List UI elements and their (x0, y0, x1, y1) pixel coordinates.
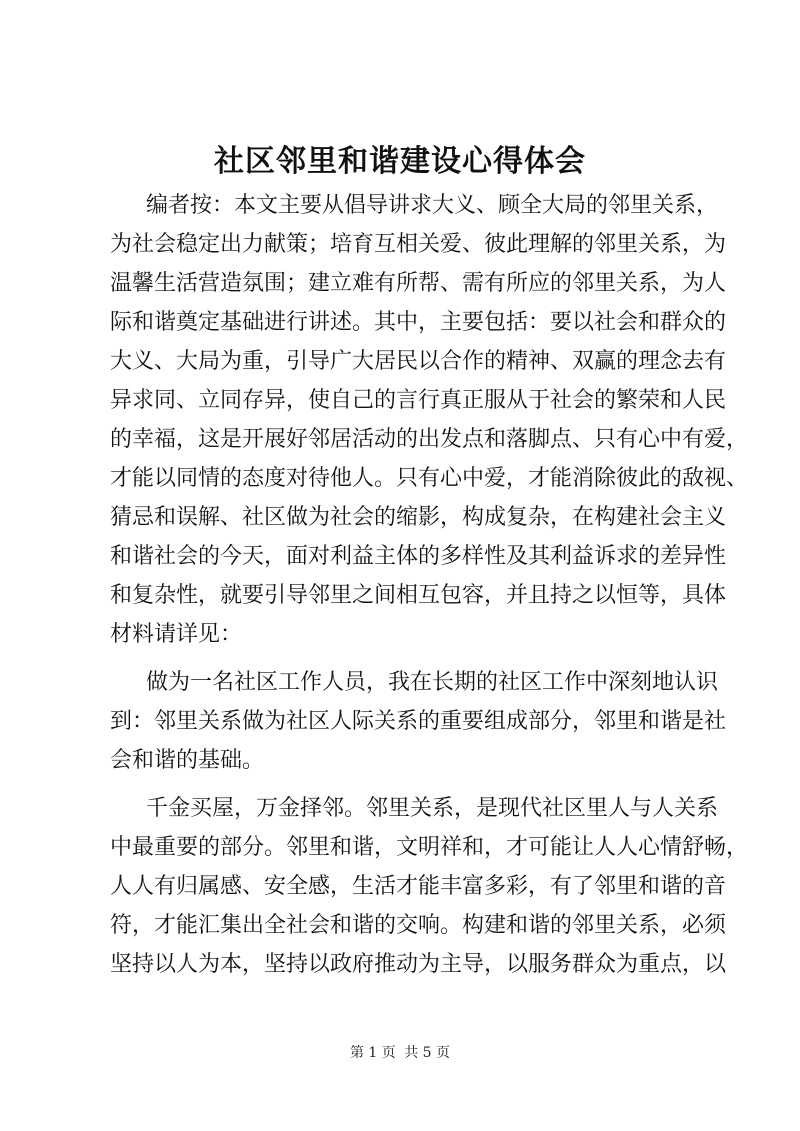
text-line: 和谐社会的今天，面对利益主体的多样性及其利益诉求的差异性 (110, 544, 727, 569)
page-footer (0, 1043, 800, 1063)
paragraph-spacing (110, 780, 692, 789)
text-line: 到：邻里关系做为社区人际关系的重要组成部分，邻里和谐是社 (110, 709, 727, 734)
page-total: 共 5 页 (404, 1045, 451, 1061)
text-line: 材料请详见： (110, 622, 243, 647)
text-line: 千金买屋，万金择邻。邻里关系，是现代社区里人与人关系 (146, 796, 719, 821)
paragraph-spacing (110, 654, 692, 663)
text-line: 坚持以人为本，坚持以政府推动为主导，以服务群众为重点，以 (110, 952, 727, 977)
text-line: 猜忌和误解、社区做为社会的缩影，构成复杂，在构建社会主义 (110, 505, 727, 530)
text-line: 人人有归属感、安全感，生活才能丰富多彩，有了邻里和谐的音 (110, 874, 727, 899)
text-line: 为社会稳定出力献策；培育互相关爱、彼此理解的邻里关系，为 (110, 232, 727, 257)
paragraph-community-worker (110, 663, 727, 780)
text-line: 温馨生活营造氛围；建立难有所帮、需有所应的邻里关系，为人 (110, 271, 727, 296)
text-line: 和复杂性，就要引导邻里之间相互包容，并且持之以恒等，具体 (110, 583, 727, 608)
paragraph-editor-note (110, 186, 749, 654)
text-line: 符，才能汇集出全社会和谐的交响。构建和谐的邻里关系，必须 (110, 913, 727, 938)
document-title: 社区邻里和谐建设心得体会 (214, 144, 586, 179)
text-line: 才能以同情的态度对待他人。只有心中爱，才能消除彼此的敌视、 (110, 466, 749, 491)
text-line: 异求同、立同存异，使自己的言行真正服从于社会的繁荣和人民 (110, 388, 727, 413)
page-number: 第 1 页 (349, 1045, 396, 1061)
text-line: 做为一名社区工作人员，我在长期的社区工作中深刻地认识 (146, 670, 719, 695)
text-line: 际和谐奠定基础进行讲述。其中，主要包括：要以社会和群众的 (110, 310, 727, 335)
text-line: 的幸福，这是开展好邻居活动的出发点和落脚点、只有心中有爱， (110, 427, 749, 452)
text-line: 大义、大局为重，引导广大居民以合作的精神、双赢的理念去有 (110, 349, 727, 374)
document-body (110, 186, 749, 984)
text-line: 会和谐的基础。 (110, 748, 265, 773)
paragraph-neighbor-relations (110, 789, 749, 984)
text-line: 编者按：本文主要从倡导讲求大义、顾全大局的邻里关系， (146, 193, 719, 218)
text-line: 中最重要的部分。邻里和谐，文明祥和，才可能让人人心情舒畅， (110, 835, 749, 860)
